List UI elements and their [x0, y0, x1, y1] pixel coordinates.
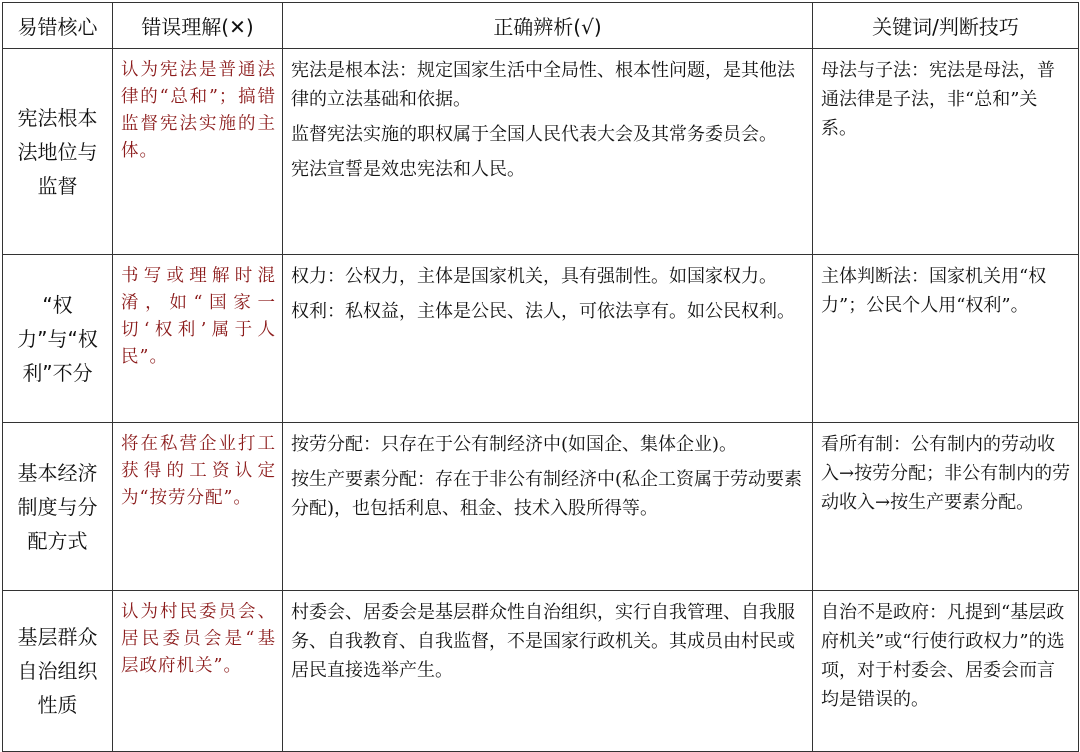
- right-paragraph: 权利：私权益，主体是公民、法人，可依法享有。如公民权利。: [291, 301, 795, 322]
- table-row: [3, 591, 1079, 752]
- key-cell: [813, 423, 1079, 591]
- wrong-cell: 认为村民委员会、居民委员会是“基层政府机关”。: [113, 591, 283, 752]
- key-cell: [813, 255, 1079, 423]
- right-paragraph: 宪法是根本法：规定国家生活中全局性、根本性问题，是其他法律的立法基础和依据。: [291, 60, 795, 110]
- header-topic: 易错核心: [3, 3, 113, 49]
- right-paragraph: 权力：公权力，主体是国家机关，具有强制性。如国家权力。: [291, 266, 777, 287]
- table-row: [3, 255, 1079, 423]
- key-paragraph: 主体判断法：国家机关用“权力”；公民个人用“权利”。: [821, 266, 1047, 316]
- topic-cell: 宪法根本法地位与监督: [3, 49, 113, 255]
- wrong-cell: 书写或理解时混淆，如“国家一切‘权利’属于人民”。: [113, 255, 283, 423]
- header-row: [3, 3, 1079, 49]
- key-paragraph: 自治不是政府：凡提到“基层政府机关”或“行使行政权力”的选项，对于村委会、居委会而言均是错误的。: [821, 602, 1065, 710]
- right-cell: [283, 49, 813, 255]
- right-paragraph: 按劳分配：只存在于公有制经济中(如国企、集体企业)。: [291, 434, 738, 455]
- right-cell: [283, 255, 813, 423]
- right-cell: [283, 591, 813, 752]
- table-row: [3, 49, 1079, 255]
- header-right: 正确辨析(√): [283, 3, 813, 49]
- key-cell: [813, 49, 1079, 255]
- key-paragraph: 母法与子法：宪法是母法，普通法律是子法，非“总和”关系。: [821, 60, 1055, 139]
- key-cell: [813, 591, 1079, 752]
- right-paragraph: 按生产要素分配：存在于非公有制经济中(私企工资属于劳动要素分配)，也包括利息、租金、技术入股所得等。: [291, 469, 803, 519]
- header-key: 关键词/判断技巧: [813, 3, 1079, 49]
- topic-cell: 基层群众自治组织性质: [3, 591, 113, 752]
- topic-cell: 基本经济制度与分配方式: [3, 423, 113, 591]
- header-wrong: 错误理解(✕): [113, 3, 283, 49]
- topic-cell: “权力”与“权利”不分: [3, 255, 113, 423]
- error-analysis-table: [2, 2, 1079, 752]
- wrong-cell: 将在私营企业打工获得的工资认定为“按劳分配”。: [113, 423, 283, 591]
- wrong-cell: 认为宪法是普通法律的“总和”；搞错监督宪法实施的主体。: [113, 49, 283, 255]
- right-paragraph: 宪法宣誓是效忠宪法和人民。: [291, 159, 525, 180]
- right-cell: [283, 423, 813, 591]
- table-row: [3, 423, 1079, 591]
- right-paragraph: 监督宪法实施的职权属于全国人民代表大会及其常务委员会。: [291, 124, 777, 145]
- key-paragraph: 看所有制：公有制内的劳动收入→按劳分配；非公有制内的劳动收入→按生产要素分配。: [821, 434, 1071, 513]
- right-paragraph: 村委会、居委会是基层群众性自治组织，实行自我管理、自我服务、自我教育、自我监督，不是国家行政机关。其成员由村民或居民直接选举产生。: [291, 602, 795, 681]
